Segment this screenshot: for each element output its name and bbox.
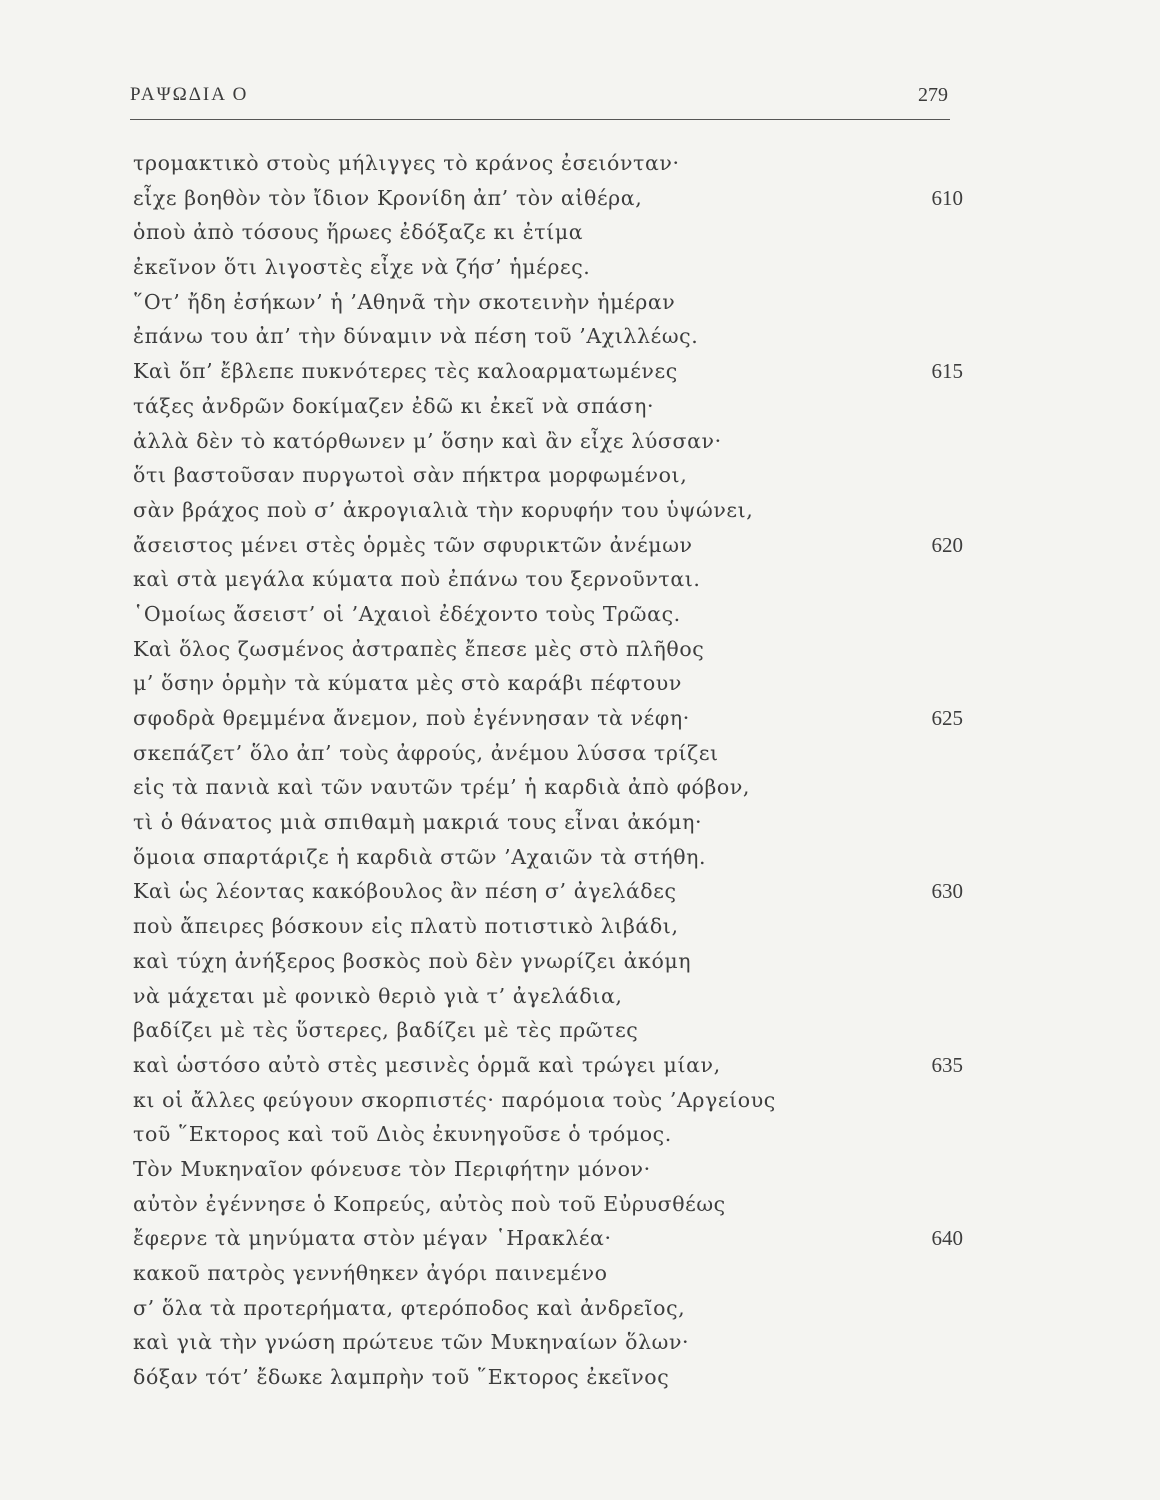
verse-text: τὶ ὁ θάνατος μιὰ σπιθαμὴ μακριά τους εἶναι ἀκόμη· [133,810,703,835]
running-head [130,78,960,112]
verse-text: σ’ ὅλα τὰ προτερήματα, φτερόποδος καὶ ἀνδρεῖος, [133,1295,686,1320]
verse-text: βαδίζει μὲ τὲς ὕστερες, βαδίζει μὲ τὲς πρῶτες [133,1018,639,1043]
verse-line [133,909,963,944]
line-number: 615 [931,359,963,384]
line-number: 610 [931,185,963,210]
verse-line [133,1152,963,1187]
verse-line [133,1291,963,1326]
verse-text: μ’ ὅσην ὁρμὴν τὰ κύματα μὲς στὸ καράβι πέφτουν [133,671,682,696]
verse-text: Καὶ ὅλος ζωσμένος ἀστραπὲς ἔπεσε μὲς στὸ πλῆθος [133,636,705,661]
verse-line [133,285,963,320]
verse-text: ἔφερνε τὰ μηνύματα στὸν μέγαν ῾Ηρακλέα· [133,1226,612,1251]
verse-text: τρομακτικὸ στοὺς μήλιγγες τὸ κράνος ἐσειόνταν· [133,151,680,175]
verse-line [133,805,963,840]
line-number: 635 [931,1052,963,1077]
verse-text: Τὸν Μυκηναῖον φόνευσε τὸν Περιφήτην μόνον· [133,1156,651,1181]
verse-line [133,493,963,528]
verse-text: καὶ τύχη ἀνήξερος βοσκὸς ποὺ δὲν γνωρίζει ἀκόμη [133,948,692,973]
verse-line [133,250,963,285]
verse-text: ἐκεῖνον ὅτι λιγοστὲς εἶχε νὰ ζήσ’ ἡμέρες. [133,255,591,280]
verse-text: σὰν βράχος ποὺ σ’ ἀκρογιαλιὰ τὴν κορυφήν του ὑψώνει, [133,497,754,522]
verse-line [133,1256,963,1291]
verse-text: ὅμοια σπαρτάριζε ἡ καρδιὰ στῶν ’Αχαιῶν τὰ στήθη. [133,844,707,869]
verse-line [133,944,963,979]
verse-line [133,424,963,459]
line-number: 640 [931,1226,963,1251]
verse-line [133,1221,963,1256]
verse-text: ῞Οτ’ ἤδη ἐσήκων’ ἡ ’Αθηνᾶ τὴν σκοτεινὴν ἡμέραν [133,289,676,314]
verse-line [133,458,963,493]
verse-text: νὰ μάχεται μὲ φονικὸ θεριὸ γιὰ τ’ ἀγελάδια, [133,983,623,1008]
verse-text: δόξαν τότ’ ἔδωκε λαμπρὴν τοῦ ῞Εκτορος ἐκεῖνος [133,1365,670,1390]
header-rule [130,119,950,120]
verse-line [133,1048,963,1083]
verse-text: ὁποὺ ἀπὸ τόσους ἥρωες ἐδόξαζε κι ἐτίμα [133,220,584,245]
verse-text: σκεπάζετ’ ὅλο ἀπ’ τοὺς ἀφρούς, ἀνέμου λύσσα τρίζει [133,740,719,765]
verse-line [133,701,963,736]
verse-text: εἶχε βοηθὸν τὸν ἴδιον Κρονίδη ἀπ’ τὸν αἰθέρα, [133,185,643,210]
verse-line [133,1117,963,1152]
verse-text: σφοδρὰ θρεμμένα ἄνεμον, ποὺ ἐγέννησαν τὰ νέφη· [133,706,690,730]
verse-line [133,597,963,632]
verse-line [133,1187,963,1222]
verse-line [133,1013,963,1048]
verse-line [133,215,963,250]
section-title: ΡΑΨΩΔΙΑ Ο [130,84,249,105]
line-number: 630 [931,879,963,904]
verse-line [133,979,963,1014]
verse-line [133,319,963,354]
verse-text: ἐπάνω του ἀπ’ τὴν δύναμιν νὰ πέση τοῦ ’Αχιλλέως. [133,324,699,349]
verse-line [133,562,963,597]
verse-line [133,666,963,701]
verse-text: κακοῦ πατρὸς γεννήθηκεν ἀγόρι παινεμένο [133,1261,608,1285]
verse-text: ποὺ ἄπειρες βόσκουν εἰς πλατὺ ποτιστικὸ λιβάδι, [133,914,679,939]
verse-text: τοῦ ῞Εκτορος καὶ τοῦ Διὸς ἐκυνηγοῦσε ὁ τρόμος. [133,1122,672,1147]
verse-line [133,1360,963,1395]
verse-line [133,770,963,805]
verse-line [133,181,963,216]
verse-text: κι οἱ ἄλλες φεύγουν σκορπιστές· παρόμοια τοὺς ’Αργείους [133,1087,776,1112]
verse-line [133,1325,963,1360]
verse-text: καὶ γιὰ τὴν γνώση πρώτευε τῶν Μυκηναίων ὅλων· [133,1330,690,1355]
verse-text: τάξες ἀνδρῶν δοκίμαζεν ἐδῶ κι ἐκεῖ νὰ σπάση· [133,393,655,418]
verse-line [133,1083,963,1118]
verse-line [133,389,963,424]
verse-text: Καὶ ὡς λέοντας κακόβουλος ἂν πέση σ’ ἀγελάδες [133,879,677,904]
verse-text: εἰς τὰ πανιὰ καὶ τῶν ναυτῶν τρέμ’ ἡ καρδιὰ ἀπὸ φόβον, [133,775,751,800]
verse-text: Καὶ ὅπ’ ἔβλεπε πυκνότερες τὲς καλοαρματωμένες [133,359,678,384]
verse-text: ῾Ομοίως ἄσειστ’ οἱ ’Αχαιοὶ ἐδέχοντο τοὺς Τρῶας. [133,601,681,626]
verse-text: καὶ ὡστόσο αὐτὸ στὲς μεσινὲς ὁρμᾶ καὶ τρώγει μίαν, [133,1052,721,1077]
page-number: 279 [918,84,948,106]
verse-text: ἀλλὰ δὲν τὸ κατόρθωνεν μ’ ὅσην καὶ ἂν εἶχε λύσσαν· [133,428,722,453]
verse-line [133,632,963,667]
verse-block [133,146,963,1395]
verse-text: καὶ στὰ μεγάλα κύματα ποὺ ἐπάνω του ξερνοῦνται. [133,567,701,592]
verse-line [133,874,963,909]
verse-text: ἄσειστος μένει στὲς ὁρμὲς τῶν σφυρικτῶν ἀνέμων [133,532,693,557]
verse-text: αὐτὸν ἐγέννησε ὁ Κοπρεύς, αὐτὸς ποὺ τοῦ Εὐρυσθέως [133,1191,726,1216]
line-number: 625 [931,706,963,730]
line-number: 620 [931,532,963,557]
verse-line [133,840,963,875]
verse-line [133,354,963,389]
verse-line [133,736,963,771]
verse-text: ὅτι βαστοῦσαν πυργωτοὶ σὰν πήκτρα μορφωμένοι, [133,463,688,488]
verse-line [133,528,963,563]
verse-line [133,146,963,181]
